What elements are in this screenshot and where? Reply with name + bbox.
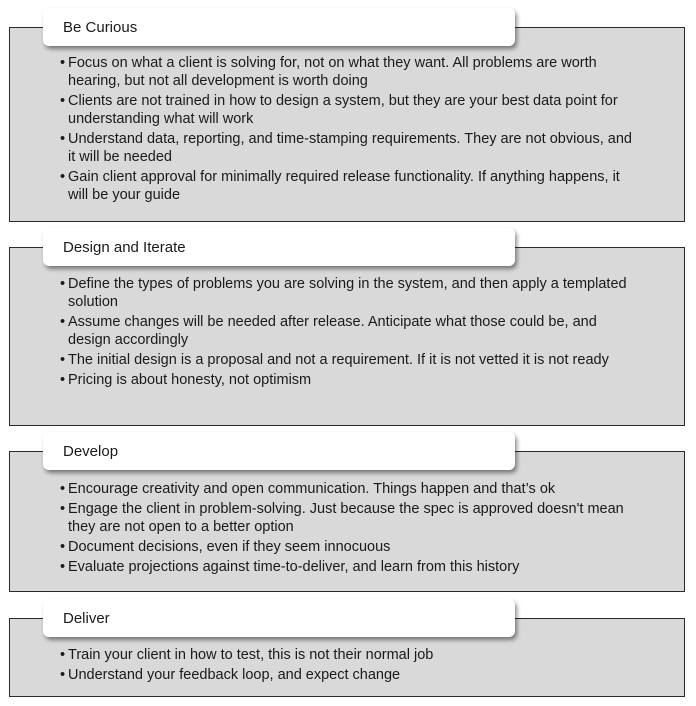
- section-title: Design and Iterate: [63, 238, 186, 256]
- bullet-item: • Pricing is about honesty, not optimism: [60, 371, 640, 389]
- bullet-item: • Focus on what a client is solving for, not on what they want. All problems are worth hearing, but not all development is worth doing: [60, 54, 640, 90]
- bullet-item: • Train your client in how to test, this is not their normal job: [60, 646, 640, 664]
- bullet-item: • Assume changes will be needed after release. Anticipate what those could be, and design accordingly: [60, 313, 640, 349]
- bullet-list: [60, 480, 640, 578]
- section-title: Develop: [63, 442, 119, 460]
- bullet-item: • Understand your feedback loop, and expect change: [60, 666, 640, 684]
- bullet-list: [60, 54, 640, 206]
- bullet-item: • Gain client approval for minimally required release functionality. If anything happens, it will be your guide: [60, 168, 640, 204]
- bullet-item: • Encourage creativity and open communication. Things happen and that’s ok: [60, 480, 640, 498]
- bullet-item: • Define the types of problems you are solving in the system, and then apply a templated solution: [60, 275, 640, 311]
- bullet-item: • Engage the client in problem-solving. Just because the spec is approved doesn't mean they are not open to a better option: [60, 500, 640, 536]
- bullet-item: • Evaluate projections against time-to-deliver, and learn from this history: [60, 558, 640, 576]
- section-title: Be Curious: [63, 18, 138, 36]
- section-title: Deliver: [63, 609, 110, 627]
- section-title-tab: [43, 8, 515, 46]
- bullet-item: • Document decisions, even if they seem innocuous: [60, 538, 640, 556]
- section-title-tab: [43, 228, 515, 266]
- bullet-item: • Clients are not trained in how to design a system, but they are your best data point for understanding what will work: [60, 92, 640, 128]
- bullet-item: • Understand data, reporting, and time-stamping requirements. They are not obvious, and it will be needed: [60, 130, 640, 166]
- section-title-tab: [43, 432, 515, 470]
- bullet-item: • The initial design is a proposal and not a requirement. If it is not vetted it is not ready: [60, 351, 640, 369]
- bullet-list: [60, 275, 640, 391]
- section-title-tab: [43, 599, 515, 637]
- bullet-list: [60, 646, 640, 686]
